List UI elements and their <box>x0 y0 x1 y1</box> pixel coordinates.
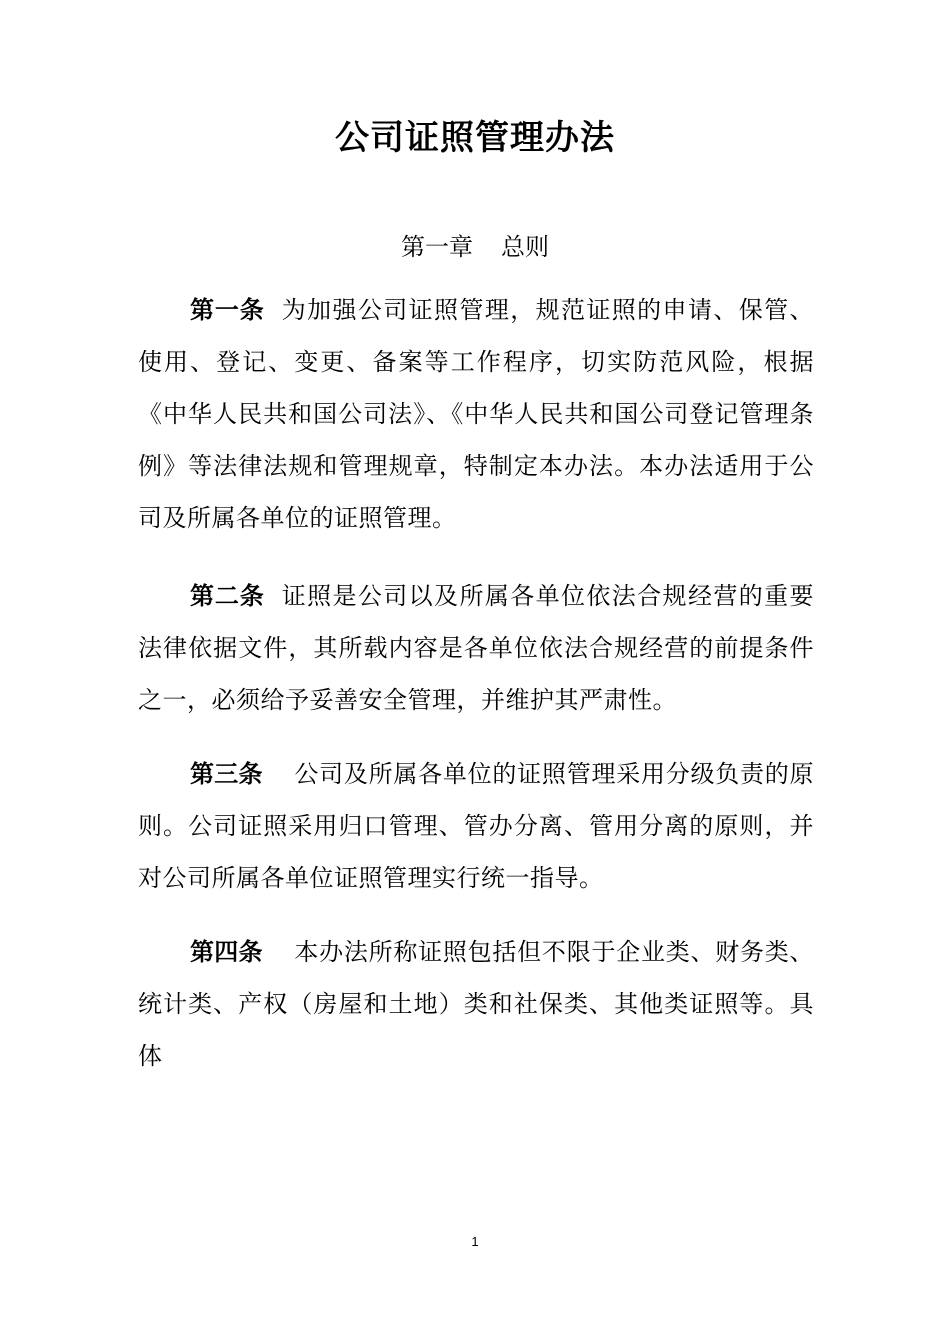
article-number: 第二条 <box>190 582 265 610</box>
page-number: 1 <box>471 1234 479 1249</box>
article-text: 证照是公司以及所属各单位依法合规经营的重要法律依据文件，其所载内容是各单位依法合规经营的前提条件之一，必须给予妥善安全管理，并维护其严肃性。 <box>138 582 815 714</box>
article-text: 公司及所属各单位的证照管理采用分级负责的原则。公司证照采用归口管理、管办分离、管用分离的原则，并对公司所属各单位证照管理实行统一指导。 <box>138 760 815 892</box>
chapter-name: 总则 <box>501 233 549 261</box>
article-text: 为加强公司证照管理，规范证照的申请、保管、使用、登记、变更、备案等工作程序，切实防范风险，根据《中华人民共和国公司法》、《中华人民共和国公司登记管理条例》等法律法规和管理规章，特制定本办法。本办法适用于公司及所属各单位的证照管理。 <box>138 296 815 532</box>
article-number: 第一条 <box>190 296 265 324</box>
chapter-label: 第一章 <box>401 233 473 261</box>
article-3 <box>138 748 814 904</box>
document-title: 公司证照管理办法 <box>335 118 615 158</box>
article-2 <box>138 570 814 726</box>
article-text: 本办法所称证照包括但不限于企业类、财务类、统计类、产权（房屋和土地）类和社保类、其他类证照等。具体 <box>138 938 815 1070</box>
article-1 <box>138 284 814 544</box>
article-number: 第三条 <box>190 760 263 788</box>
article-number: 第四条 <box>190 938 263 966</box>
article-4 <box>138 926 814 1082</box>
chapter-heading <box>0 227 950 267</box>
document-body <box>138 284 814 1104</box>
